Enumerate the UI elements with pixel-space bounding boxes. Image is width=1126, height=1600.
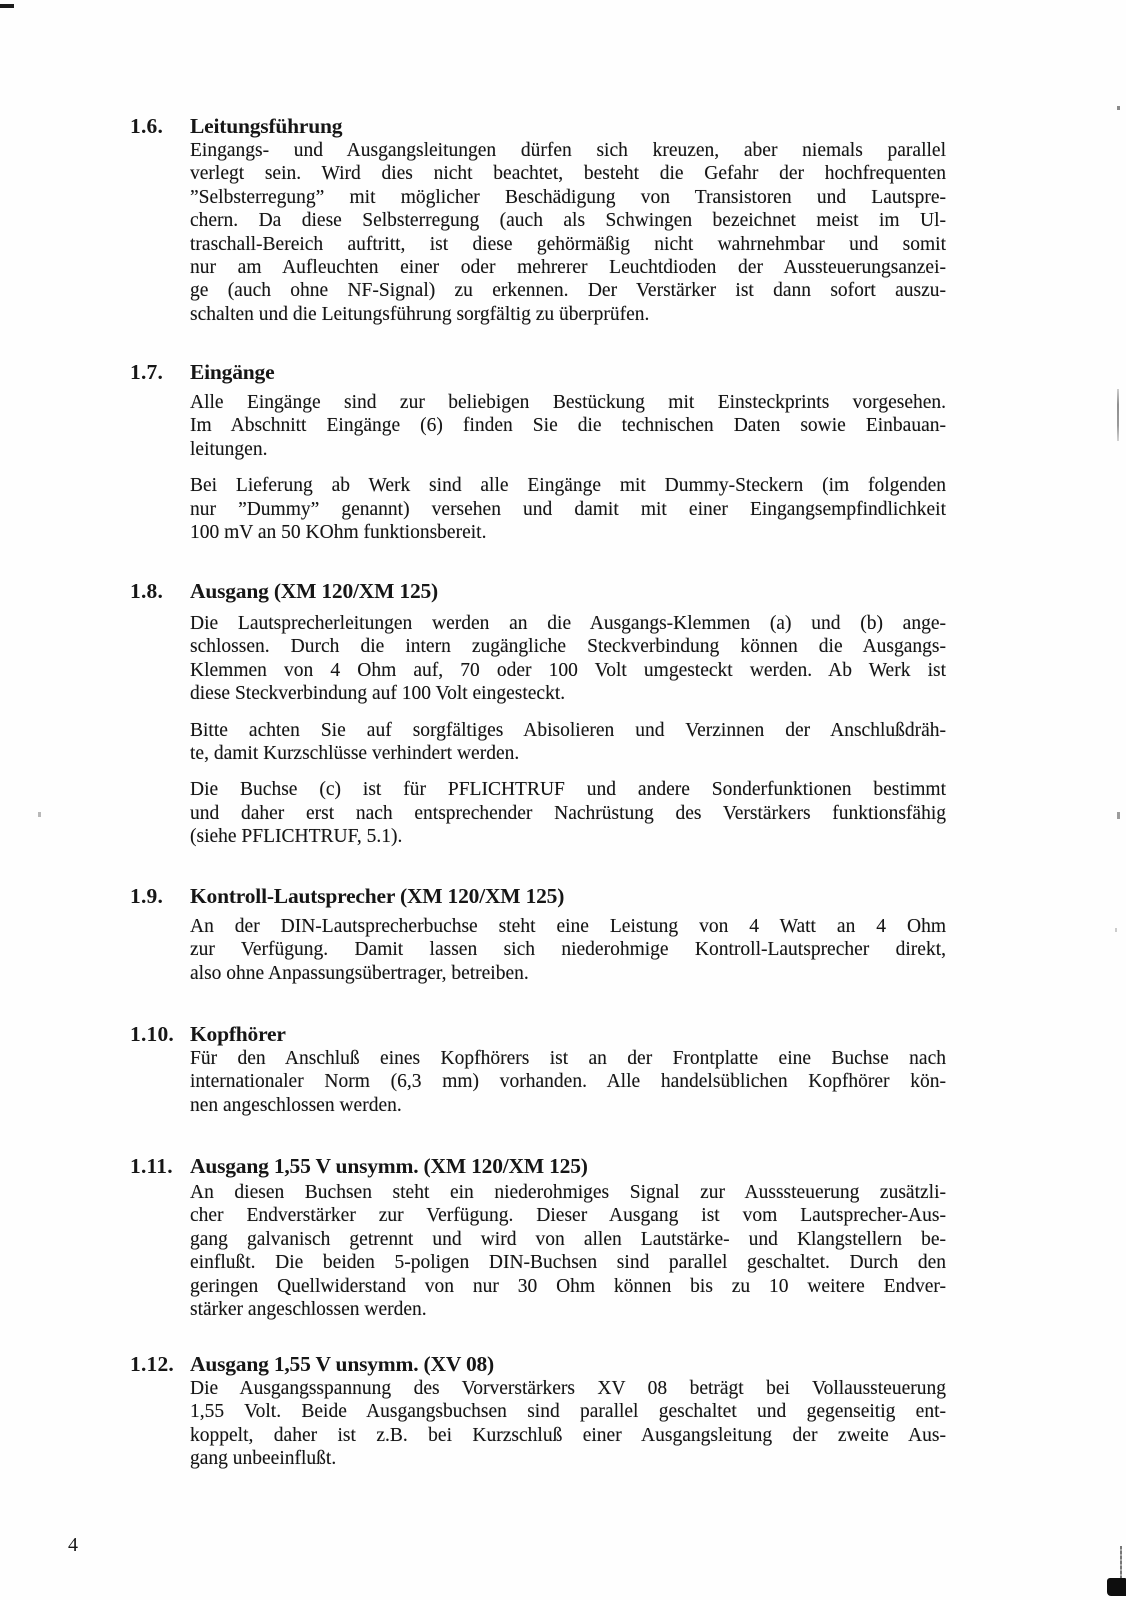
section-title: Kopfhörer xyxy=(190,1022,286,1046)
section-number: 1.8. xyxy=(130,579,164,603)
text-line: einflußt. Die beiden 5-poligen DIN-Buchsen sind parallel geschaltet. Durch den xyxy=(190,1252,946,1274)
scan-artifact-topleft-dash xyxy=(0,4,14,8)
section-title: Eingänge xyxy=(190,360,275,384)
text-line: chern. Da diese Selbsterregung (auch als Schwingen bezeichnet meist im Ul- xyxy=(190,210,946,232)
section-number: 1.7. xyxy=(130,360,164,384)
scan-artifact-right-line xyxy=(1117,389,1119,441)
text-line: An diesen Buchsen steht ein niederohmiges Signal zur Ausssteuerung zusätzli- xyxy=(190,1182,946,1203)
text-line: zur Verfügung. Damit lassen sich niederohmige Kontroll-Lautsprecher direkt, xyxy=(190,939,946,961)
text-line: also ohne Anpassungsübertrager, betreiben. xyxy=(190,962,529,984)
text-line: Die Buchse (c) ist für PFLICHTRUF und andere Sonderfunktionen bestimmt xyxy=(190,779,946,801)
section-body xyxy=(190,1153,946,1321)
text-line: nen angeschlossen werden. xyxy=(190,1094,402,1116)
section-body xyxy=(190,1021,946,1117)
text-line: Alle Eingänge sind zur beliebigen Bestückung mit Einsteckprints vorgesehen. xyxy=(190,392,946,413)
text-line: 1,55 Volt. Beide Ausgangsbuchsen sind parallel geschaltet und gegenseitig ent- xyxy=(190,1401,946,1423)
text-line: schalten und die Leitungsführung sorgfältig zu überprüfen. xyxy=(190,303,650,325)
text-line: ”Selbsterregung” mit möglicher Beschädigung von Transistoren und Lautspre- xyxy=(190,186,946,208)
section-1-11 xyxy=(130,1153,946,1321)
section-body xyxy=(190,883,946,985)
paragraph xyxy=(190,139,946,326)
text-line: diese Steckverbindung auf 100 Volt eingesteckt. xyxy=(190,683,566,705)
paragraph xyxy=(190,1181,946,1321)
section-number: 1.12. xyxy=(130,1352,174,1376)
section-body xyxy=(190,113,946,326)
section-body xyxy=(190,1351,946,1471)
section-title: Leitungsführung xyxy=(190,114,343,138)
paragraph xyxy=(190,915,946,985)
page-number: 4 xyxy=(68,1534,78,1556)
scan-artifact-corner-blob xyxy=(1107,1578,1126,1596)
section-1-7 xyxy=(130,359,946,544)
scan-artifact-corner-line xyxy=(1120,1546,1122,1580)
section-title: Kontroll-Lautsprecher (XM 120/XM 125) xyxy=(190,884,565,908)
text-line: verlegt sein. Wird dies nicht beachtet, besteht die Gefahr der hochfrequenten xyxy=(190,163,946,185)
section-number: 1.10. xyxy=(130,1022,174,1046)
paragraph xyxy=(190,612,946,706)
text-line: Klemmen von 4 Ohm auf, 70 oder 100 Volt umgesteckt werden. Ab Werk ist xyxy=(190,659,946,681)
text-line: (siehe PFLICHTRUF, 5.1). xyxy=(190,826,403,848)
text-line: Bitte achten Sie auf sorgfältiges Abisolieren und Verzinnen der Anschlußdräh- xyxy=(190,719,946,741)
section-number: 1.6. xyxy=(130,114,164,138)
text-line: gang unbeeinflußt. xyxy=(190,1448,337,1470)
text-line: cher Endverstärker zur Verfügung. Dieser Ausgang ist vom Lautsprecher-Aus- xyxy=(190,1205,946,1227)
section-title: Ausgang (XM 120/XM 125) xyxy=(190,579,439,603)
section-1-6 xyxy=(130,113,946,326)
section-1-10 xyxy=(130,1021,946,1117)
section-1-8 xyxy=(130,578,946,849)
text-line: Im Abschnitt Eingänge (6) finden Sie die technischen Daten sowie Einbauan- xyxy=(190,415,946,437)
text-line: Die Ausgangsspannung des Vorverstärkers XV 08 beträgt bei Vollaussteuerung xyxy=(190,1378,946,1399)
text-line: geringen Quellwiderstand von nur 30 Ohm können bis zu 10 weitere Endver- xyxy=(190,1275,946,1297)
scan-artifact-right-dot xyxy=(1115,928,1117,932)
section-body xyxy=(190,359,946,544)
section-number: 1.11. xyxy=(130,1154,173,1178)
paragraph xyxy=(190,1047,946,1117)
text-line: koppelt, daher ist z.B. bei Kurzschluß einer Ausgangsleitung der zweite Aus- xyxy=(190,1424,946,1446)
paragraph xyxy=(190,719,946,766)
paragraph xyxy=(190,778,946,848)
section-title: Ausgang 1,55 V unsymm. (XV 08) xyxy=(190,1352,495,1376)
text-line: schlossen. Durch die intern zugängliche Steckverbindung können die Ausgangs- xyxy=(190,636,946,658)
text-line: nur am Aufleuchten einer oder mehrerer Leuchtdioden der Aussteuerungsanzei- xyxy=(190,257,946,279)
paragraph xyxy=(190,391,946,461)
text-line: und daher erst nach entsprechender Nachrüstung des Verstärkers funktionsfähig xyxy=(190,802,946,824)
section-body xyxy=(190,578,946,849)
section-1-9 xyxy=(130,883,946,985)
text-line: leitungen. xyxy=(190,438,268,460)
text-line: Für den Anschluß eines Kopfhörers ist an der Frontplatte eine Buchse nach xyxy=(190,1048,946,1069)
text-line: Die Lautsprecherleitungen werden an die Ausgangs-Klemmen (a) und (b) ange- xyxy=(190,613,946,634)
paragraph xyxy=(190,474,946,544)
text-line: Eingangs- und Ausgangsleitungen dürfen sich kreuzen, aber niemals parallel xyxy=(190,140,946,161)
text-line: traschall-Bereich auftritt, ist diese gehörmäßig nicht wahrnehmbar und somit xyxy=(190,233,946,255)
text-line: An der DIN-Lautsprecherbuchse steht eine Leistung von 4 Watt an 4 Ohm xyxy=(190,916,946,937)
section-title: Ausgang 1,55 V unsymm. (XM 120/XM 125) xyxy=(190,1154,588,1178)
text-line: ge (auch ohne NF-Signal) zu erkennen. Der Verstärker ist dann sofort auszu- xyxy=(190,280,946,302)
text-line: te, damit Kurzschlüsse verhindert werden. xyxy=(190,743,520,765)
text-line: internationaler Norm (6,3 mm) vorhanden. Alle handelsüblichen Kopfhörer kön- xyxy=(190,1071,946,1093)
scan-artifact-right-dot xyxy=(1117,812,1120,819)
text-line: nur ”Dummy” genannt) versehen und damit mit einer Eingangsempfindlichkeit xyxy=(190,498,946,520)
section-1-12 xyxy=(130,1351,946,1471)
scan-artifact-left-dot xyxy=(38,812,41,817)
section-number: 1.9. xyxy=(130,884,164,908)
paragraph xyxy=(190,1377,946,1471)
scan-artifact-right-dot xyxy=(1117,106,1120,110)
text-line: stärker angeschlossen werden. xyxy=(190,1299,427,1321)
text-line: 100 mV an 50 KOhm funktionsbereit. xyxy=(190,522,487,544)
text-line: gang galvanisch getrennt und wird von allen Lautstärke- und Klangstellern be- xyxy=(190,1228,946,1250)
text-line: Bei Lieferung ab Werk sind alle Eingänge mit Dummy-Steckern (im folgenden xyxy=(190,475,946,497)
